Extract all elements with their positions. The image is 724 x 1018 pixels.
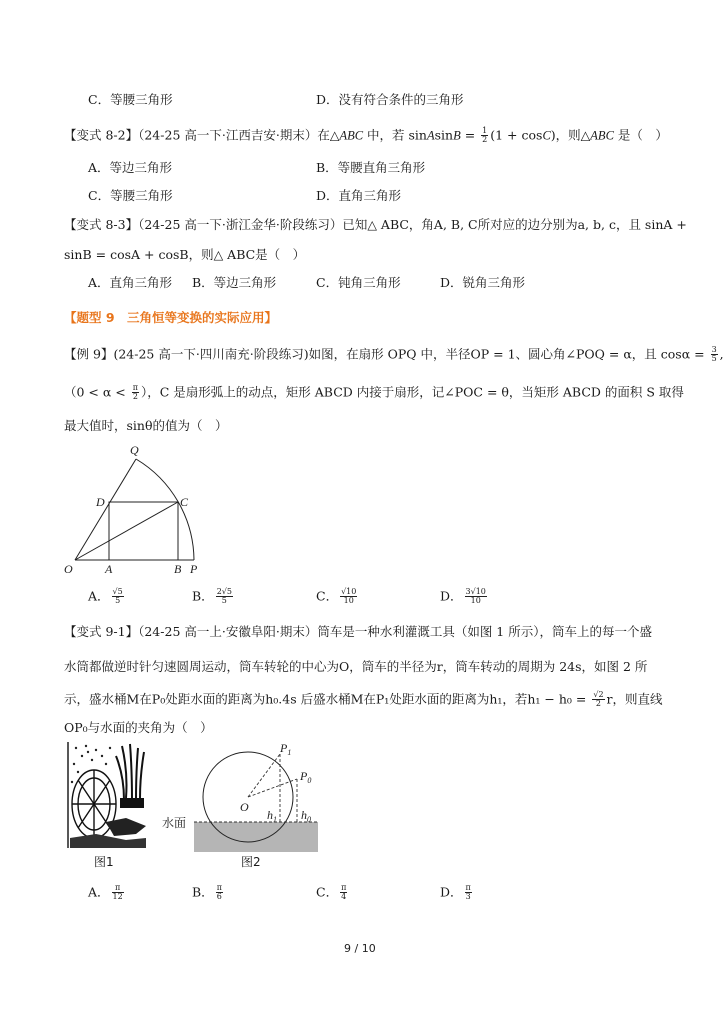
- fraction-denominator: 5: [115, 596, 121, 606]
- label-h0: $h_0$: [301, 808, 311, 824]
- q8-2-tag: 【变式 8-2】: [64, 127, 139, 143]
- ex9-text: 如图，在扇形 OPQ 中，半径OP = 1、圆心角∠POQ = α，且 cosα =: [308, 346, 709, 362]
- fraction-numerator: 3: [711, 345, 717, 354]
- figure1-caption: 图1: [94, 855, 114, 869]
- q8-2-var: ABC: [590, 128, 614, 143]
- label-c: C: [180, 495, 189, 509]
- fraction-numerator: √10: [341, 587, 357, 596]
- q9-1-text: 筒车是一种水利灌溉工具（如图 1 所示），筒车上的每一个盛: [317, 624, 652, 639]
- ex9-option-b: [192, 588, 235, 606]
- fraction: [465, 884, 472, 902]
- fraction: [112, 884, 124, 902]
- fraction-denominator: 4: [341, 892, 347, 902]
- q8-2-var: ABC: [339, 128, 364, 143]
- fraction: [340, 588, 357, 606]
- fraction-denominator: 2: [595, 699, 601, 709]
- fraction: [711, 346, 718, 364]
- q8-1-option-c: C．等腰三角形: [88, 92, 173, 107]
- q8-3-option-b: B．等边三角形: [192, 275, 277, 290]
- ex9-stem-line2: [64, 384, 684, 402]
- q8-2-option-a: A．等边三角形: [88, 160, 173, 175]
- ex9-option-a: [88, 588, 126, 606]
- fraction-denominator: 2: [132, 392, 138, 402]
- q8-3-option-c: C．钝角三角形: [316, 275, 401, 290]
- fraction-numerator: 1: [482, 126, 488, 135]
- fraction-denominator: 2: [482, 135, 488, 145]
- q8-3-stem-line1: [64, 219, 687, 232]
- fraction-numerator: π: [341, 883, 347, 892]
- fraction-denominator: 12: [112, 892, 123, 902]
- label-o: O: [64, 562, 73, 576]
- q8-3-tag: 【变式 8-3】: [64, 217, 139, 232]
- fraction-denominator: 5: [221, 596, 227, 606]
- option-letter: D．: [440, 588, 463, 604]
- q8-2-var: B: [453, 128, 461, 143]
- q9-1-option-a: [88, 884, 126, 902]
- option-letter: C．: [316, 588, 339, 604]
- q9-1-stem-line4: OP₀与水面的夹角为（ ）: [64, 720, 213, 735]
- fraction: [592, 691, 604, 709]
- q8-2-text: 是（ ）: [613, 127, 668, 143]
- q9-1-stem-line2: 水筒都做逆时针匀速圆周运动，筒车转轮的中心为O，筒车的半径为r，筒车转动的周期为 24s，如图 2 所: [64, 659, 648, 674]
- water-surface-label: 水面: [162, 816, 187, 830]
- label-d: D: [96, 495, 105, 509]
- option-letter: A．: [88, 884, 110, 900]
- fraction: [481, 127, 488, 145]
- q8-2-option-c: C．等腰三角形: [88, 188, 173, 203]
- q8-3-option-a: A．直角三角形: [88, 275, 173, 290]
- page-number: 9 / 10: [344, 942, 376, 955]
- q8-2-text: 在△: [317, 127, 340, 143]
- label-p0: $P_0$: [300, 769, 312, 785]
- fraction-denominator: 6: [216, 892, 222, 902]
- label-p1: $P_1$: [280, 741, 292, 757]
- q9-1-stem-line3: [64, 691, 663, 709]
- q8-2-var: A: [426, 128, 435, 143]
- label-q: Q: [130, 443, 139, 457]
- q9-1-tag: 【变式 9-1】: [64, 624, 139, 639]
- label-o: O: [240, 800, 249, 814]
- fraction: [132, 384, 139, 402]
- fraction-denominator: 10: [343, 596, 354, 606]
- fraction-numerator: π: [216, 883, 222, 892]
- line-oc: [75, 502, 178, 560]
- fraction: [465, 588, 487, 606]
- fraction-numerator: π: [112, 884, 124, 893]
- fraction-numerator: π: [132, 383, 139, 392]
- line-oq: [75, 459, 136, 560]
- option-letter: C．: [316, 884, 339, 900]
- figure2-caption: 图2: [241, 855, 261, 869]
- q8-3-text: 已知△ ABC，角A, B, C所对应的边分别为a, b, c，且 sinA +: [342, 217, 687, 232]
- q9-1-option-c: [316, 884, 349, 902]
- label-p: P: [190, 562, 198, 576]
- ex9-text: ），C 是扇形弧上的动点，矩形 ABCD 内接于扇形，记∠POC = θ，当矩形 ABCD 的面积 S 取得: [141, 384, 684, 400]
- option-letter: D．: [440, 884, 463, 900]
- q8-2-stem: [64, 127, 668, 145]
- sector-figure: [60, 440, 220, 580]
- q8-2-text: 中，若 sin: [363, 127, 427, 143]
- q8-2-text: sin: [434, 127, 454, 143]
- fraction-numerator: √2: [593, 690, 604, 699]
- fraction: [216, 588, 233, 606]
- fraction-denominator: 5: [711, 354, 717, 364]
- ex9-source: (24-25 高一下·四川南充·阶段练习): [113, 346, 309, 362]
- label-h1: $h_1$: [267, 808, 277, 824]
- fraction-numerator: √5: [112, 587, 123, 596]
- q8-3-option-d: D．锐角三角形: [440, 275, 526, 290]
- option-letter: B．: [192, 588, 214, 604]
- ex9-stem-line1: 【例 9】(24-25 高一下·四川南充·阶段练习)如图，在扇形 OPQ 中，半径OP = 1、圆心角∠POQ = α，且 cosα = $\frac{3}{5}$ ,: [64, 345, 724, 364]
- q9-1-stem-line1: [64, 626, 652, 639]
- rectangle-abcd: [109, 502, 178, 560]
- q9-1-source: （24-25 高一上·安徽阜阳·期末）: [138, 624, 318, 639]
- q9-1-text: 示，盛水桶M在P₀处距水面的距离为h₀.4s 后盛水桶M在P₁处距水面的距离为h₁，若h₁ − h₀ =: [64, 691, 591, 707]
- q8-3-stem-line2: sinB = cosA + cosB，则△ ABC是（ ）: [64, 247, 306, 262]
- ex9-stem-line3: 最大值时，sinθ的值为（ ）: [64, 418, 228, 433]
- label-b: B: [174, 562, 182, 576]
- waterwheel-diagram: [160, 735, 330, 855]
- q8-2-text: =: [460, 127, 480, 143]
- fraction-numerator: 2√5: [216, 587, 232, 596]
- option-letter: A．: [88, 588, 110, 604]
- ex9-text: （0 < α <: [64, 384, 130, 400]
- q8-2-source: （24-25 高一下·江西吉安·期末）: [138, 127, 318, 143]
- q9-1-text: r，则直线: [606, 691, 663, 707]
- q8-1-option-d: D．没有符合条件的三角形: [316, 92, 464, 107]
- q9-1-option-b: [192, 884, 225, 902]
- line-op1: [248, 754, 280, 797]
- line-op0: [248, 779, 297, 797]
- q8-2-text: )，则△: [550, 127, 591, 143]
- fraction-numerator: 3√10: [465, 587, 486, 596]
- q8-2-var: C: [542, 128, 551, 143]
- q9-1-option-d: [440, 884, 474, 902]
- section-heading: 【题型 9 三角恒等变换的实际应用】: [64, 310, 278, 325]
- q8-2-option-d: D．直角三角形: [316, 188, 402, 203]
- fraction: [340, 884, 347, 902]
- fraction-numerator: π: [465, 883, 471, 892]
- option-letter: B．: [192, 884, 214, 900]
- fraction: [112, 588, 124, 606]
- ex9-option-d: [440, 588, 489, 606]
- label-a: A: [105, 562, 113, 576]
- q8-3-source: （24-25 高一下·浙江金华·阶段练习）: [138, 217, 343, 232]
- fraction-denominator: 3: [465, 892, 471, 902]
- waterwheel-illustration: [66, 742, 148, 848]
- q8-2-text: (1 + cos: [490, 127, 543, 143]
- fraction: [216, 884, 223, 902]
- ex9-option-c: [316, 588, 359, 606]
- q8-2-option-b: B．等腰直角三角形: [316, 160, 426, 175]
- ex9-tag: 【例 9】: [64, 346, 114, 362]
- water-region: [194, 822, 318, 852]
- fraction-denominator: 10: [470, 596, 481, 606]
